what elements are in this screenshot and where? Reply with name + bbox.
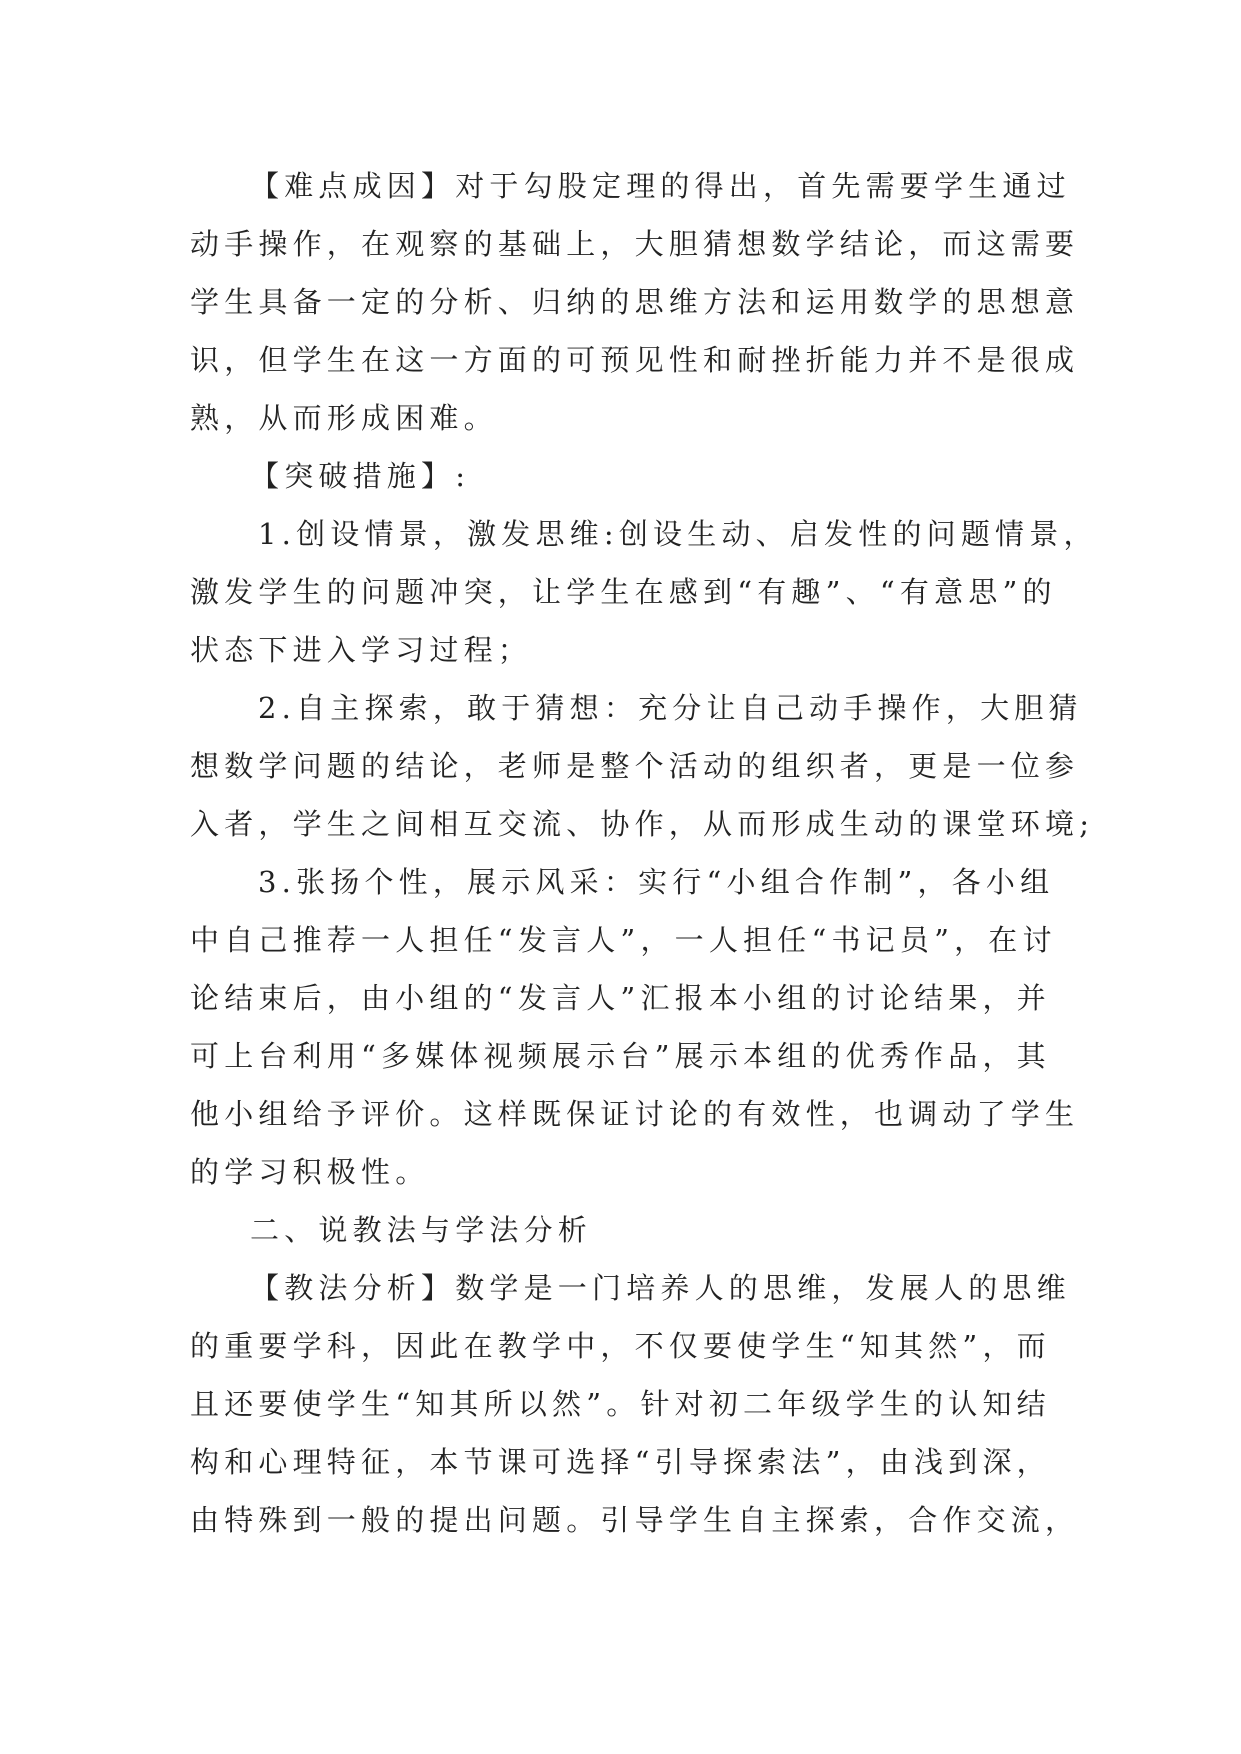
measure-2-line-3: 入者，学生之间相互交流、协作，从而形成生动的课堂环境; [190, 807, 1095, 841]
heading-breakthrough-measures: 【突破措施】: [250, 459, 471, 493]
paragraph-difficulty-cause-line-3: 学生具备一定的分析、归纳的思维方法和运用数学的思想意 [190, 285, 1080, 319]
measure-1-line-1: 1.创设情景，激发思维:创设生动、启发性的问题情景， [258, 517, 1098, 551]
teaching-method-analysis-line-2: 的重要学科，因此在教学中，不仅要使学生“知其然”，而 [190, 1329, 1051, 1363]
measure-3-line-1: 3.张扬个性，展示风采：实行“小组合作制”，各小组 [258, 865, 1055, 899]
measure-3-line-3: 论结束后，由小组的“发言人”汇报本小组的讨论结果，并 [190, 981, 1051, 1015]
teaching-method-analysis-line-5: 由特殊到一般的提出问题。引导学生自主探索，合作交流， [190, 1503, 1080, 1537]
teaching-method-analysis-line-4: 构和心理特征，本节课可选择“引导探索法”，由浅到深， [190, 1445, 1051, 1479]
teaching-method-analysis-line-1: 【教法分析】数学是一门培养人的思维，发展人的思维 [250, 1271, 1071, 1305]
measure-3-line-5: 他小组给予评价。这样既保证讨论的有效性，也调动了学生 [190, 1097, 1080, 1131]
measure-3-line-2: 中自己推荐一人担任“发言人”，一人担任“书记员”，在讨 [190, 923, 1057, 957]
paragraph-difficulty-cause-line-2: 动手操作，在观察的基础上，大胆猜想数学结论，而这需要 [190, 227, 1080, 261]
paragraph-difficulty-cause-line-1: 【难点成因】对于勾股定理的得出，首先需要学生通过 [250, 169, 1071, 203]
measure-3-line-6: 的学习积极性。 [190, 1155, 430, 1189]
measure-2-line-2: 想数学问题的结论，老师是整个活动的组织者，更是一位参 [190, 749, 1080, 783]
measure-2-line-1: 2.自主探索，敢于猜想：充分让自己动手操作，大胆猜 [258, 691, 1083, 725]
paragraph-difficulty-cause-line-5: 熟，从而形成困难。 [190, 401, 498, 435]
paragraph-difficulty-cause-line-4: 识，但学生在这一方面的可预见性和耐挫折能力并不是很成 [190, 343, 1080, 377]
measure-3-line-4: 可上台利用“多媒体视频展示台”展示本组的优秀作品，其 [190, 1039, 1051, 1073]
measure-1-line-2: 激发学生的问题冲突，让学生在感到“有趣”、“有意思”的 [190, 575, 1057, 609]
teaching-method-analysis-line-3: 且还要使学生“知其所以然”。针对初二年级学生的认知结 [190, 1387, 1051, 1421]
section-heading-teaching-methods: 二、说教法与学法分析 [250, 1213, 593, 1247]
measure-1-line-3: 状态下进入学习过程； [190, 633, 533, 667]
